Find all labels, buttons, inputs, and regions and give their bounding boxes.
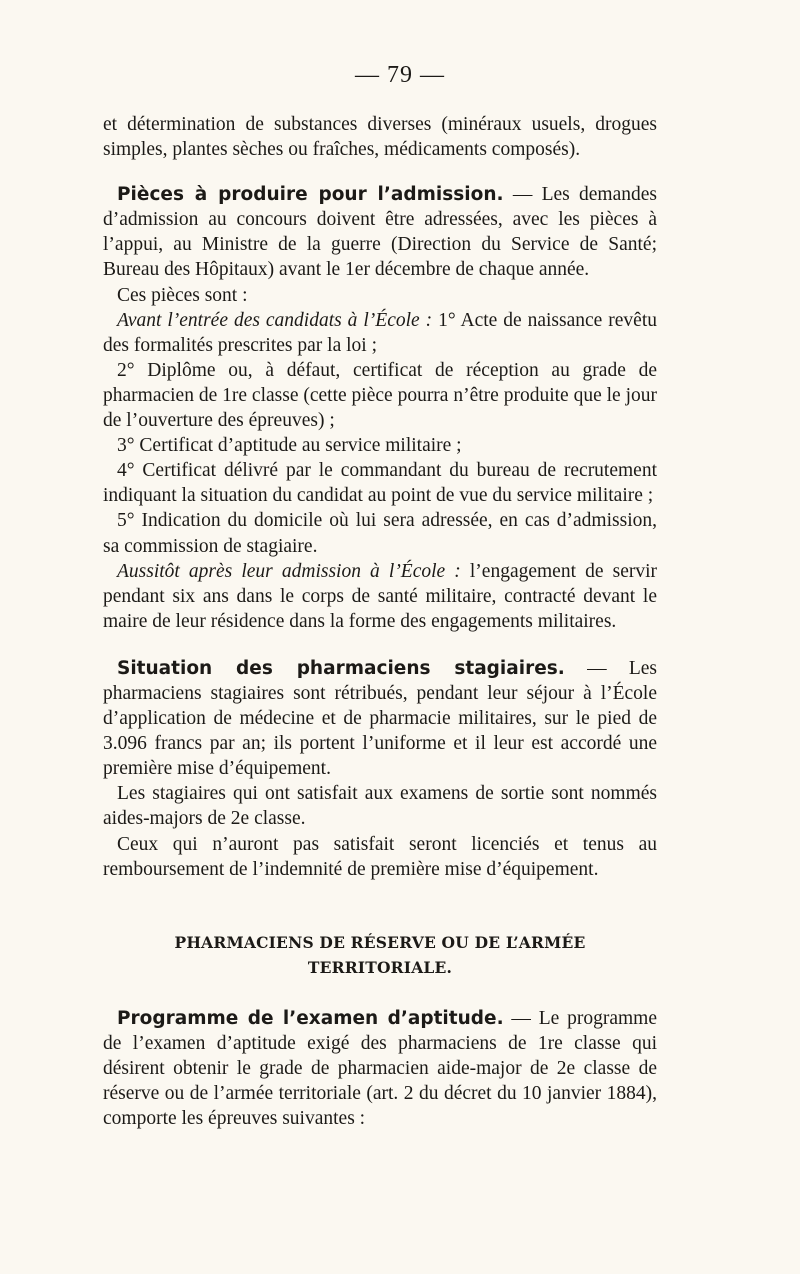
list-item-5: 5° Indication du domicile où lui sera adressée, en cas d’admission, sa commission de stagiaire. xyxy=(103,510,657,557)
paragraph-programme xyxy=(103,1006,657,1131)
paragraph-apres xyxy=(103,559,657,634)
paragraph-avant xyxy=(103,308,657,358)
list-item-3: 3° Certificat d’aptitude au service militaire ; xyxy=(117,435,462,457)
situation-text: — Les pharmaciens stagiaires sont rétribués, pendant leur séjour à l’École d’application de médecine et de pharmacie militaires, sur le pied de 3.096 francs par an; ils portent l’uniforme et il leur est accordé une première mise d’équipement. xyxy=(103,657,657,780)
paragraph-stagiaires: Les stagiaires qui ont satisfait aux examens de sortie sont nommés aides-majors de 2e classe. xyxy=(103,783,657,830)
heading-situation: Situation des pharmaciens stagiaires. xyxy=(117,657,565,679)
heading-programme: Programme de l’examen d’aptitude. xyxy=(117,1007,504,1029)
heading-pieces: Pièces à produire pour l’admission. xyxy=(117,184,504,206)
paragraph-situation xyxy=(103,656,657,781)
programme-text: — Le programme de l’examen d’aptitude exigé des pharmaciens de 1re classe qui désirent obtenir le grade de pharmacien aide-major de 2e classe de réserve ou de l’armée territoriale (art. 2 du décret du 10 janvier 1884), comporte les épreuves suivantes : xyxy=(103,1007,657,1130)
apres-text: l’engagement de servir pendant six ans dans le corps de santé militaire, contracté devant le maire de leur résidence dans la forme des engagements militaires. xyxy=(103,560,657,632)
avant-text: 1° Acte de naissance revêtu des formalités prescrites par la loi ; xyxy=(103,309,658,356)
paragraph-ces-pieces: Ces pièces sont : xyxy=(117,284,248,306)
page-number: — 79 — xyxy=(355,62,445,88)
pieces-text: — Les demandes d’admission au concours doivent être adressées, avec les pièces à l’appui, au Ministre de la guerre (Direction du Service de Santé; Bureau des Hôpitaux) avant le 1er décembre de chaque année. xyxy=(103,184,657,281)
page-body xyxy=(103,112,657,1131)
section-title: PHARMACIENS DE RÉSERVE OU DE L’ARMÉE TERRITORIALE. xyxy=(174,932,586,977)
paragraph-pieces xyxy=(103,182,657,282)
paragraph-determination: et détermination de substances diverses (minéraux usuels, drogues simples, plantes sèches ou fraîches, médicaments composés). xyxy=(103,114,657,161)
list-item-2: 2° Diplôme ou, à défaut, certificat de réception au grade de pharmacien de 1re classe (cette pièce pourra n’être produite que le jour de l’ouverture des épreuves) ; xyxy=(103,359,657,432)
list-item-4: 4° Certificat délivré par le commandant du bureau de recrutement indiquant la situation du candidat au point de vue du service militaire ; xyxy=(103,460,657,507)
apres-label: Aussitôt après leur admission à l’École : xyxy=(117,560,461,582)
avant-label: Avant l’entrée des candidats à l’École : xyxy=(117,309,433,331)
paragraph-ceux: Ceux qui n’auront pas satisfait seront licenciés et tenus au remboursement de l’indemnité de première mise d’équipement. xyxy=(103,833,657,880)
